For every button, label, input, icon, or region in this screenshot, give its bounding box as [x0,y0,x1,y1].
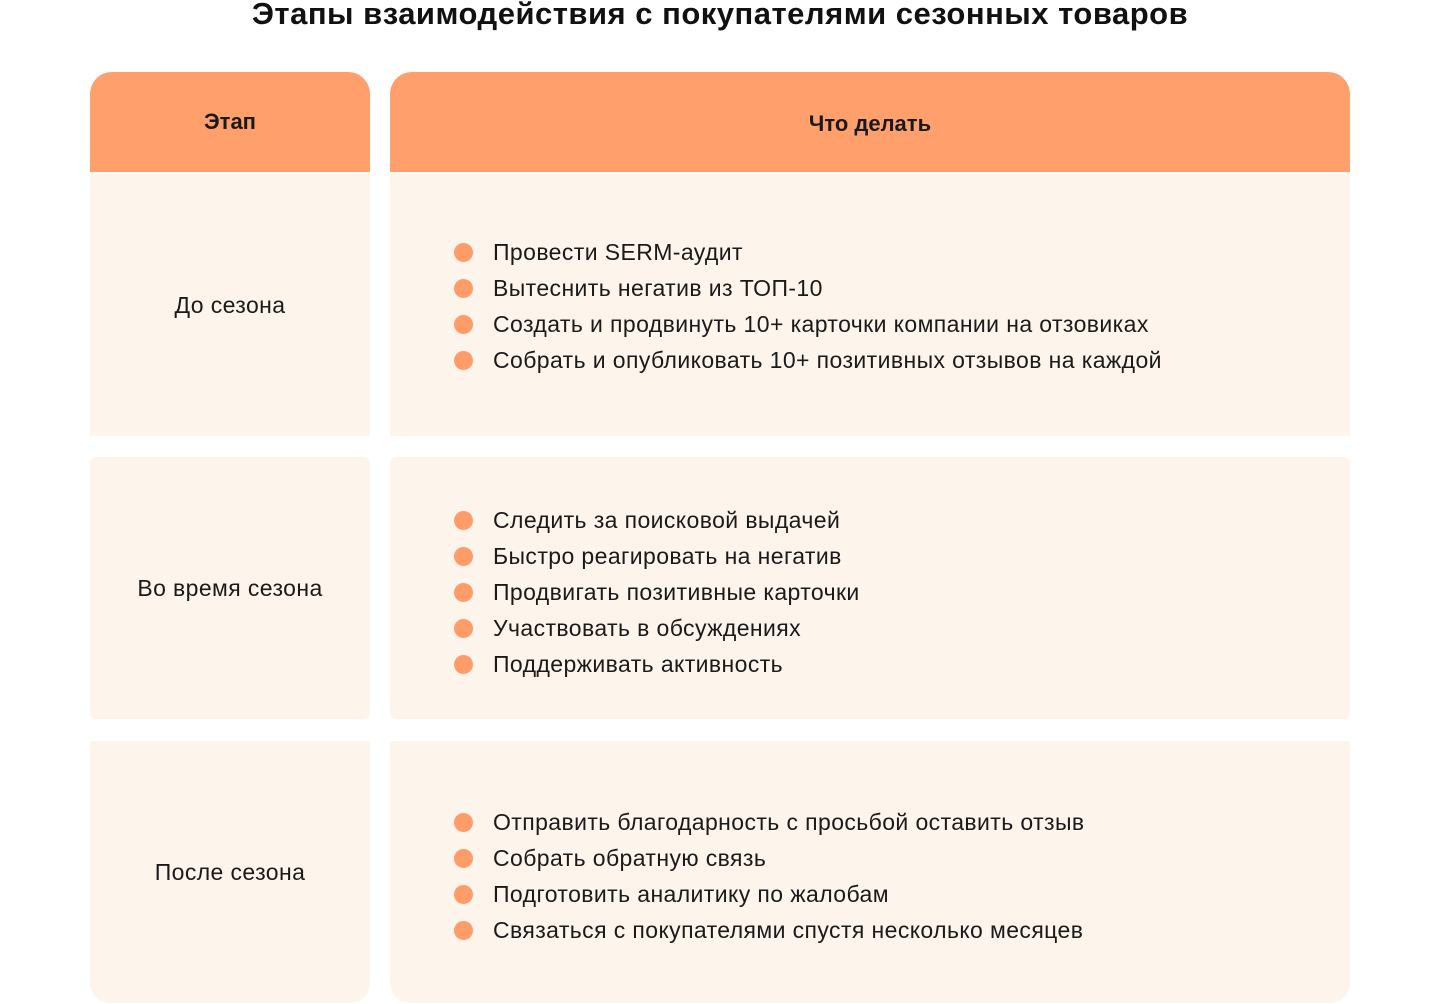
header-stage [90,72,370,172]
bullet-dot-icon [454,813,473,832]
actions-cell-during [390,457,1350,719]
list-item [454,610,860,646]
list-item [454,574,860,610]
list-item [454,502,860,538]
list-item [454,342,1162,378]
header-actions [390,72,1350,172]
bullet-dot-icon [454,279,473,298]
stage-cell-after [90,741,370,1003]
stage-label: После сезона [154,858,306,885]
list-item-text: Связаться с покупателями спустя несколько месяцев [493,916,1084,943]
stage-cell-before [90,174,370,436]
bullet-dot-icon [454,243,473,262]
bullet-dot-icon [454,547,473,566]
list-item-text: Продвигать позитивные карточки [493,578,860,605]
list-item-text: Создать и продвинуть 10+ карточки компании на отзовиках [493,310,1149,337]
actions-cell-after [390,741,1350,1003]
list-item-text: Вытеснить негатив из ТОП-10 [493,274,823,301]
page-title: Этапы взаимодействия с покупателями сезонных товаров [251,0,1189,31]
list-item-text: Следить за поисковой выдачей [493,506,841,533]
list-item-text: Быстро реагировать на негатив [493,542,842,569]
list-item [454,306,1162,342]
list-item [454,840,1085,876]
bullet-dot-icon [454,849,473,868]
list-item [454,876,1085,912]
bullet-dot-icon [454,921,473,940]
list-item-text: Провести SERM-аудит [493,238,743,265]
bullet-dot-icon [454,619,473,638]
list-item-text: Подготовить аналитику по жалобам [493,880,889,907]
list-item-text: Собрать и опубликовать 10+ позитивных отзывов на каждой [493,346,1162,373]
list-item-text: Собрать обратную связь [493,844,767,871]
bullet-dot-icon [454,655,473,674]
action-list [390,234,1162,378]
stage-cell-during [90,457,370,719]
header-actions-label: Что делать [808,111,932,136]
bullet-dot-icon [454,351,473,370]
list-item [454,538,860,574]
bullet-dot-icon [454,885,473,904]
list-item [454,234,1162,270]
stage-label: Во время сезона [137,574,323,601]
list-item-text: Участвовать в обсуждениях [493,614,802,641]
action-list [390,804,1085,948]
stage-label: До сезона [174,291,286,318]
list-item [454,646,860,682]
list-item [454,804,1085,840]
bullet-dot-icon [454,511,473,530]
list-item-text: Поддерживать активность [493,650,784,677]
list-item [454,912,1085,948]
action-list [390,502,860,682]
actions-cell-before [390,174,1350,436]
list-item-text: Отправить благодарность с просьбой оставить отзыв [493,808,1085,835]
bullet-dot-icon [454,583,473,602]
list-item [454,270,1162,306]
bullet-dot-icon [454,315,473,334]
header-stage-label: Этап [204,109,256,134]
